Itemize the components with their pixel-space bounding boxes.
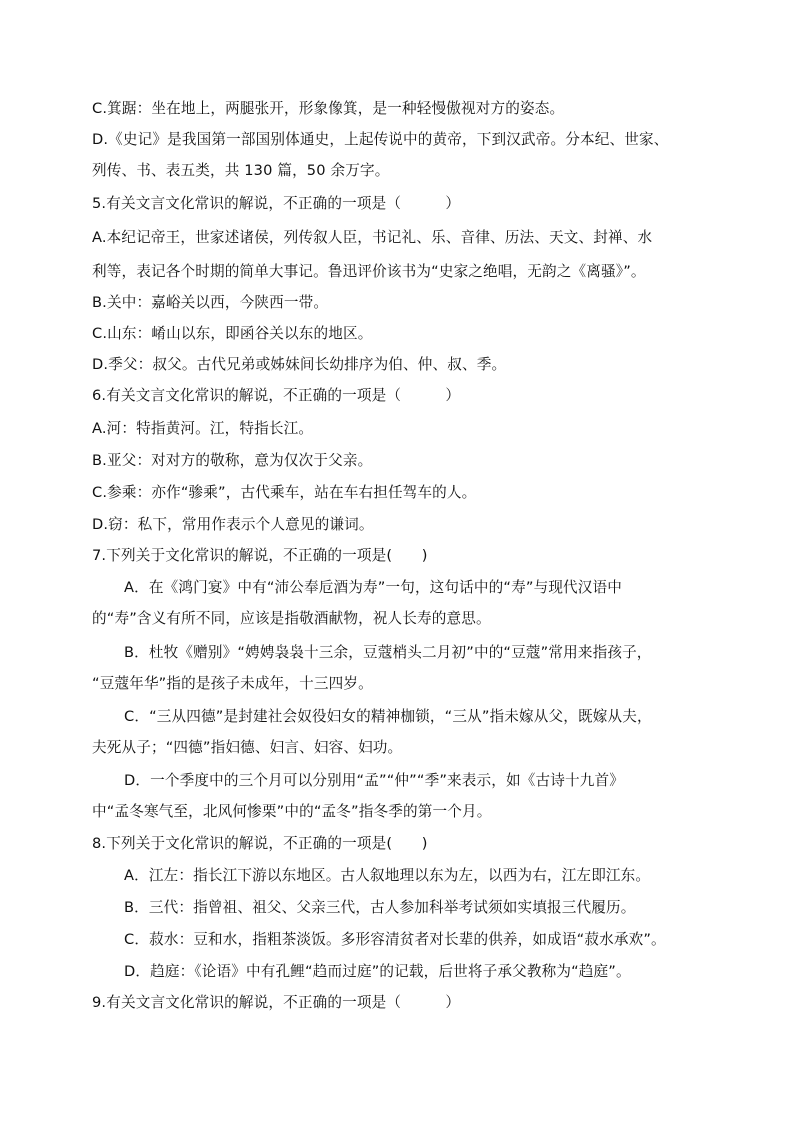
question-title: 8.下列关于文化常识的解说，不正确的一项是( ) — [92, 835, 428, 852]
text-line: C.箕踞：坐在地上，两腿张开，形象像箕，是一种轻慢傲视对方的姿态。 — [92, 100, 565, 117]
question-title: 6.有关文言文化常识的解说，不正确的一项是（ ） — [92, 387, 461, 404]
option-line: B．杜牧《赠别》“娉娉袅袅十三余，豆蔻梢头二月初”中的“豆蔻”常用来指孩子， — [124, 644, 652, 661]
question-title: 9.有关文言文化常识的解说，不正确的一项是（ ） — [92, 994, 461, 1011]
question-title: 5.有关文言文化常识的解说，不正确的一项是（ ） — [92, 195, 461, 212]
option-line: “豆蔻年华”指的是孩子未成年，十三四岁。 — [92, 675, 373, 692]
option-line: D.季父：叔父。古代兄弟或姊妹间长幼排序为伯、仲、叔、季。 — [92, 356, 507, 373]
option-line: C．“三从四德”是封建社会奴役妇女的精神枷锁，“三从”指未嫁从父，既嫁从夫， — [124, 708, 652, 725]
option-line: A．江左：指长江下游以东地区。古人叙地理以东为左，以西为右，江左即江东。 — [124, 867, 651, 884]
option-line: A.本纪记帝王，世家述诸侯，列传叙人臣，书记礼、乐、音律、历法、天文、封禅、水 — [92, 229, 653, 246]
option-line: 夫死从子；“四德”指妇德、妇言、妇容、妇功。 — [92, 739, 403, 756]
option-line: D．趋庭：《论语》中有孔鲤“趋而过庭”的记载，后世将子承父教称为“趋庭”。 — [124, 963, 631, 980]
option-line: C.参乘：亦作“骖乘”，古代乘车，站在车右担任驾车的人。 — [92, 484, 477, 501]
text-line: 列传、书、表五类，共 130 篇，50 余万字。 — [92, 162, 390, 179]
option-line: B．三代：指曾祖、祖父、父亲三代，古人参加科举考试须如实填报三代履历。 — [124, 899, 636, 916]
option-line: B.亚父：对对方的敬称，意为仅次于父亲。 — [92, 452, 373, 469]
option-line: 中“孟冬寒气至，北风何惨栗”中的“孟冬”指冬季的第一个月。 — [92, 803, 492, 820]
option-line: A．在《鸿门宴》中有“沛公奉卮酒为寿”一句，这句话中的“寿”与现代汉语中 — [124, 579, 623, 596]
option-line: D.窃：私下，常用作表示个人意见的谦词。 — [92, 516, 374, 533]
question-title: 7.下列关于文化常识的解说，不正确的一项是( ) — [92, 547, 428, 564]
option-line: 利等，表记各个时期的简单大事记。鲁迅评价该书为“史家之绝唱，无韵之《离骚》”。 — [92, 263, 646, 280]
option-line: D．一个季度中的三个月可以分别用“孟”“仲”“季”来表示，如《古诗十九首》 — [124, 772, 624, 789]
option-line: C.山东：崤山以东，即函谷关以东的地区。 — [92, 325, 373, 342]
option-line: C．菽水：豆和水，指粗茶淡饭。多形容清贫者对长辈的供养，如成语“菽水承欢”。 — [124, 931, 666, 948]
text-line: D.《史记》是我国第一部国别体通史，上起传说中的黄帝，下到汉武帝。分本纪、世家、 — [92, 131, 669, 148]
option-line: A.河：特指黄河。江，特指长江。 — [92, 420, 314, 437]
option-line: B.关中：嘉峪关以西，今陕西一带。 — [92, 294, 329, 311]
option-line: 的“寿”含义有所不同，应该是指敬酒献物，祝人长寿的意思。 — [92, 610, 491, 627]
